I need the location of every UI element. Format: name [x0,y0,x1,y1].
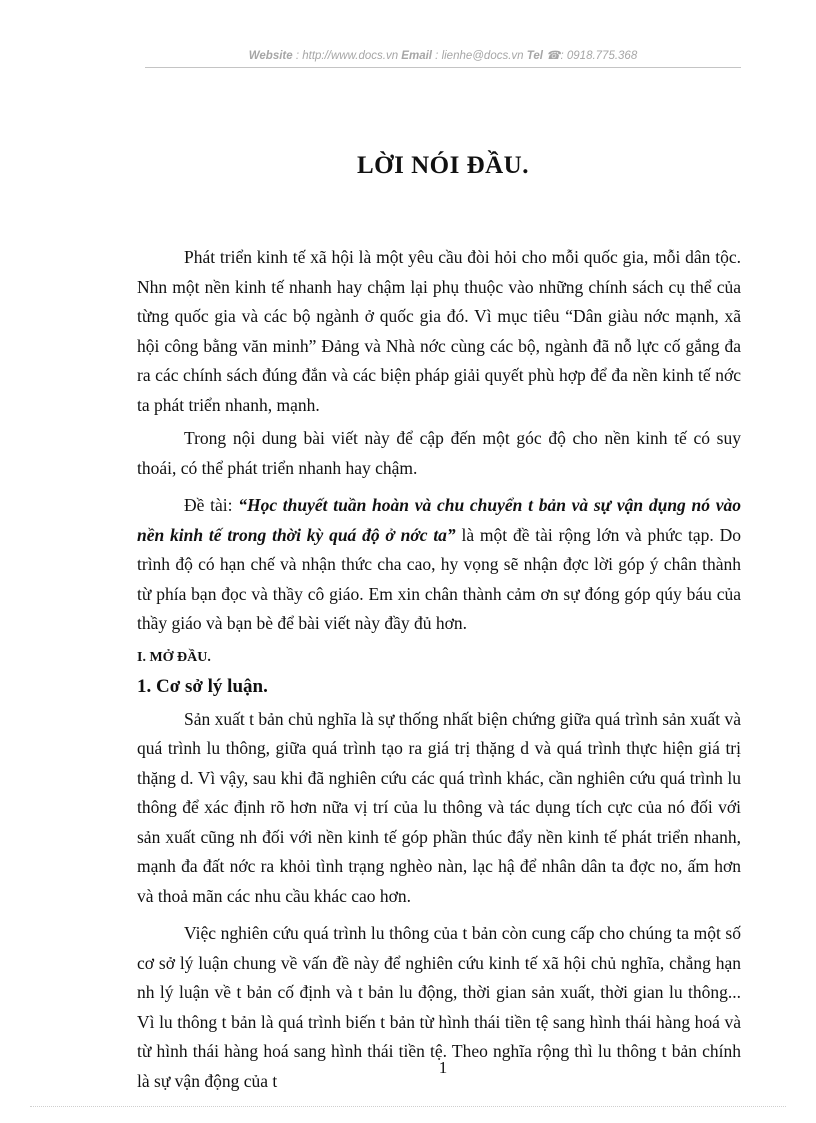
document-body [137,243,741,1096]
topic-rest: là một đề tài rộng lớn và phức tạp. Do trình độ có hạn chế và nhận thức cha cao, hy vọng sẽ nhận đợc lời góp ý chân thành từ phía bạn đọc và thầy cô giáo. Em xin chân thành cảm ơn sự đóng góp qúy báu của thầy giáo và bạn bè để bài viết này đầy đủ hơn. [137,524,741,633]
subsection-heading: 1. Cơ sở lý luận. [137,675,268,697]
footer-divider [30,1106,786,1107]
tel-value: ☎: 0918.775.368 [542,50,638,62]
email-value: : lienhe@docs.vn [431,50,527,62]
topic-title: “Học thuyết tuần hoàn và chu chuyển t bản và sự vận dụng nó vào nền kinh tế trong thời kỳ quá độ ở nớc ta” [137,495,741,545]
page-number: 1 [438,1058,448,1077]
page-title: LỜI NÓI ĐẦU. [357,152,529,179]
email-label: Email [401,50,432,62]
intro-paragraph-3 [137,491,741,639]
website-label: Website [248,50,293,62]
section-paragraph-2: Việc nghiên cứu quá trình lu thông của t bản còn cung cấp cho chúng ta một số cơ sở lý luận chung về vấn đề này để nghiên cứu kinh tế xã hội chủ nghĩa, chẳng hạn nh lý luận về t bản cố định và t bản lu động, thời gian sản xuất, thời gian lu thông... Vì lu thông t bản là quá trình biến t bản từ hình thái tiền tệ sang hình thái hàng hoá và từ hình thái hàng hoá sang hình thái tiền tệ. Theo nghĩa rộng thì lu thông t bản chính là sự vận động của t [137,923,741,1091]
section-paragraph-1: Sản xuất t bản chủ nghĩa là sự thống nhất biện chứng giữa quá trình sản xuất và quá trình lu thông, giữa quá trình tạo ra giá trị thặng d và quá trình thực hiện giá trị thặng d. Vì vậy, sau khi đã nghiên cứu các quá trình khác, cần nghiên cứu quá trình lu thông để xác định rõ hơn nữa vị trí của lu thông và tác dụng tích cực của nó đối với sản xuất cũng nh đối với nền kinh tế góp phần thúc đẩy nền kinh tế phát triển nhanh, mạnh đa đất nớc ra khỏi tình trạng nghèo nàn, lạc hậ để nhân dân ta đợc no, ấm hơn và thoả mãn các nhu cầu khác cao hơn. [137,708,741,906]
intro-paragraph-2: Trong nội dung bài viết này để cập đến một góc độ cho nền kinh tế có suy thoái, có thể phát triển nhanh hay chậm. [137,428,741,478]
header-divider [145,67,741,68]
topic-lead: Đề tài: [184,495,239,515]
website-value: : http://www.docs.vn [292,50,402,62]
document-header [145,48,741,62]
tel-label: Tel [526,50,543,62]
section-heading: I. MỞ ĐẦU. [137,649,211,665]
intro-paragraph-1: Phát triển kinh tế xã hội là một yêu cầu đòi hỏi cho mỗi quốc gia, mỗi dân tộc. Nhn một nền kinh tế nhanh hay chậm lại phụ thuộc vào những chính sách cụ thể của từng quốc gia và các bộ ngành ở quốc gia đó. Vì mục tiêu “Dân giàu nớc mạnh, xã hội công bằng văn minh” Đảng và Nhà nớc cùng các bộ, ngành đã nỗ lực cố gắng đa ra các chính sách đúng đắn và các biện pháp giải quyết phù hợp để đa nền kinh tế nớc ta phát triển nhanh, mạnh. [137,247,741,415]
